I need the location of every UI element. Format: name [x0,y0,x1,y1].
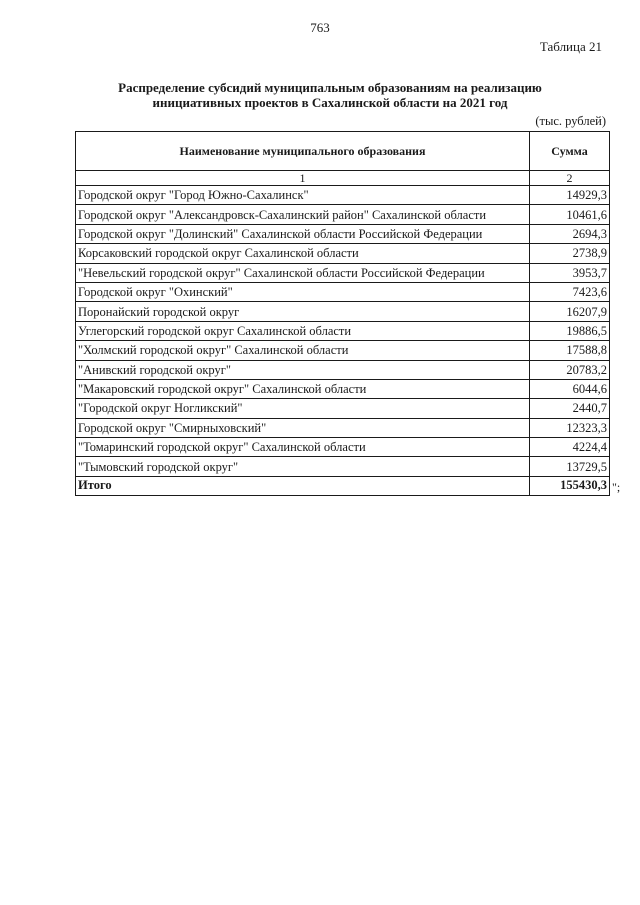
municipality-name: "Невельский городской округ" Сахалинской области Российской Федерации [76,263,530,282]
page-number: 763 [310,20,330,35]
total-row [76,476,610,495]
subsidy-sum: 3953,7 [530,263,610,282]
header-sum: Сумма [530,132,610,171]
subsidy-sum: 6044,6 [530,379,610,398]
title-line-2: инициативных проектов в Сахалинской области на 2021 год [152,95,508,110]
column-number-2: 2 [530,171,610,186]
subsidy-sum: 2738,9 [530,244,610,263]
subsidy-table [75,131,610,496]
municipality-name: Городской округ "Охинский" [76,282,530,301]
table-row [76,399,610,418]
municipality-name: "Анивский городской округ" [76,360,530,379]
header-name: Наименование муниципального образования [76,132,530,171]
municipality-name: Поронайский городской округ [76,302,530,321]
municipality-name: "Холмский городской округ" Сахалинской области [76,341,530,360]
table-row [76,321,610,340]
subsidy-sum: 20783,2 [530,360,610,379]
column-number-row [76,171,610,186]
subsidy-sum: 14929,3 [530,186,610,205]
subsidy-sum: 19886,5 [530,321,610,340]
subsidy-sum: 16207,9 [530,302,610,321]
table-row [76,282,610,301]
table-row [76,457,610,476]
table-row [76,360,610,379]
subsidy-sum: 17588,8 [530,341,610,360]
municipality-name: "Тымовский городской округ" [76,457,530,476]
table-row [76,205,610,224]
municipality-name: "Городской округ Ногликский" [76,399,530,418]
table-row [76,438,610,457]
municipality-name: Городской округ "Смирныховский" [76,418,530,437]
municipality-name: Городской округ "Долинский" Сахалинской области Российской Федерации [76,224,530,243]
subsidy-sum: 13729,5 [530,457,610,476]
subsidy-sum: 2440,7 [530,399,610,418]
title-line-1: Распределение субсидий муниципальным образованиям на реализацию [118,80,542,95]
table-row [76,302,610,321]
municipality-name: Городской округ "Город Южно-Сахалинск" [76,186,530,205]
subsidy-sum: 12323,3 [530,418,610,437]
table-row [76,418,610,437]
column-number-1: 1 [76,171,530,186]
trailing-mark: "; [612,480,621,494]
municipality-name: "Томаринский городской округ" Сахалинской области [76,438,530,457]
subsidy-sum: 4224,4 [530,438,610,457]
total-label: Итого [76,476,530,495]
subsidy-sum: 7423,6 [530,282,610,301]
table-row [76,379,610,398]
municipality-name: "Макаровский городской округ" Сахалинской области [76,379,530,398]
table-row [76,244,610,263]
units-label: (тыс. рублей) [535,114,606,128]
municipality-name: Городской округ "Александровск-Сахалинский район" Сахалинской области [76,205,530,224]
header-row [76,132,610,171]
subsidy-sum: 2694,3 [530,224,610,243]
table-row [76,341,610,360]
table-row [76,224,610,243]
table-row [76,263,610,282]
municipality-name: Углегорский городской округ Сахалинской области [76,321,530,340]
table-body [76,186,610,477]
subsidy-sum: 10461,6 [530,205,610,224]
municipality-name: Корсаковский городской округ Сахалинской области [76,244,530,263]
table-label: Таблица 21 [539,39,602,54]
document-title [100,80,560,110]
total-sum: 155430,3 [530,476,610,495]
table-row [76,186,610,205]
